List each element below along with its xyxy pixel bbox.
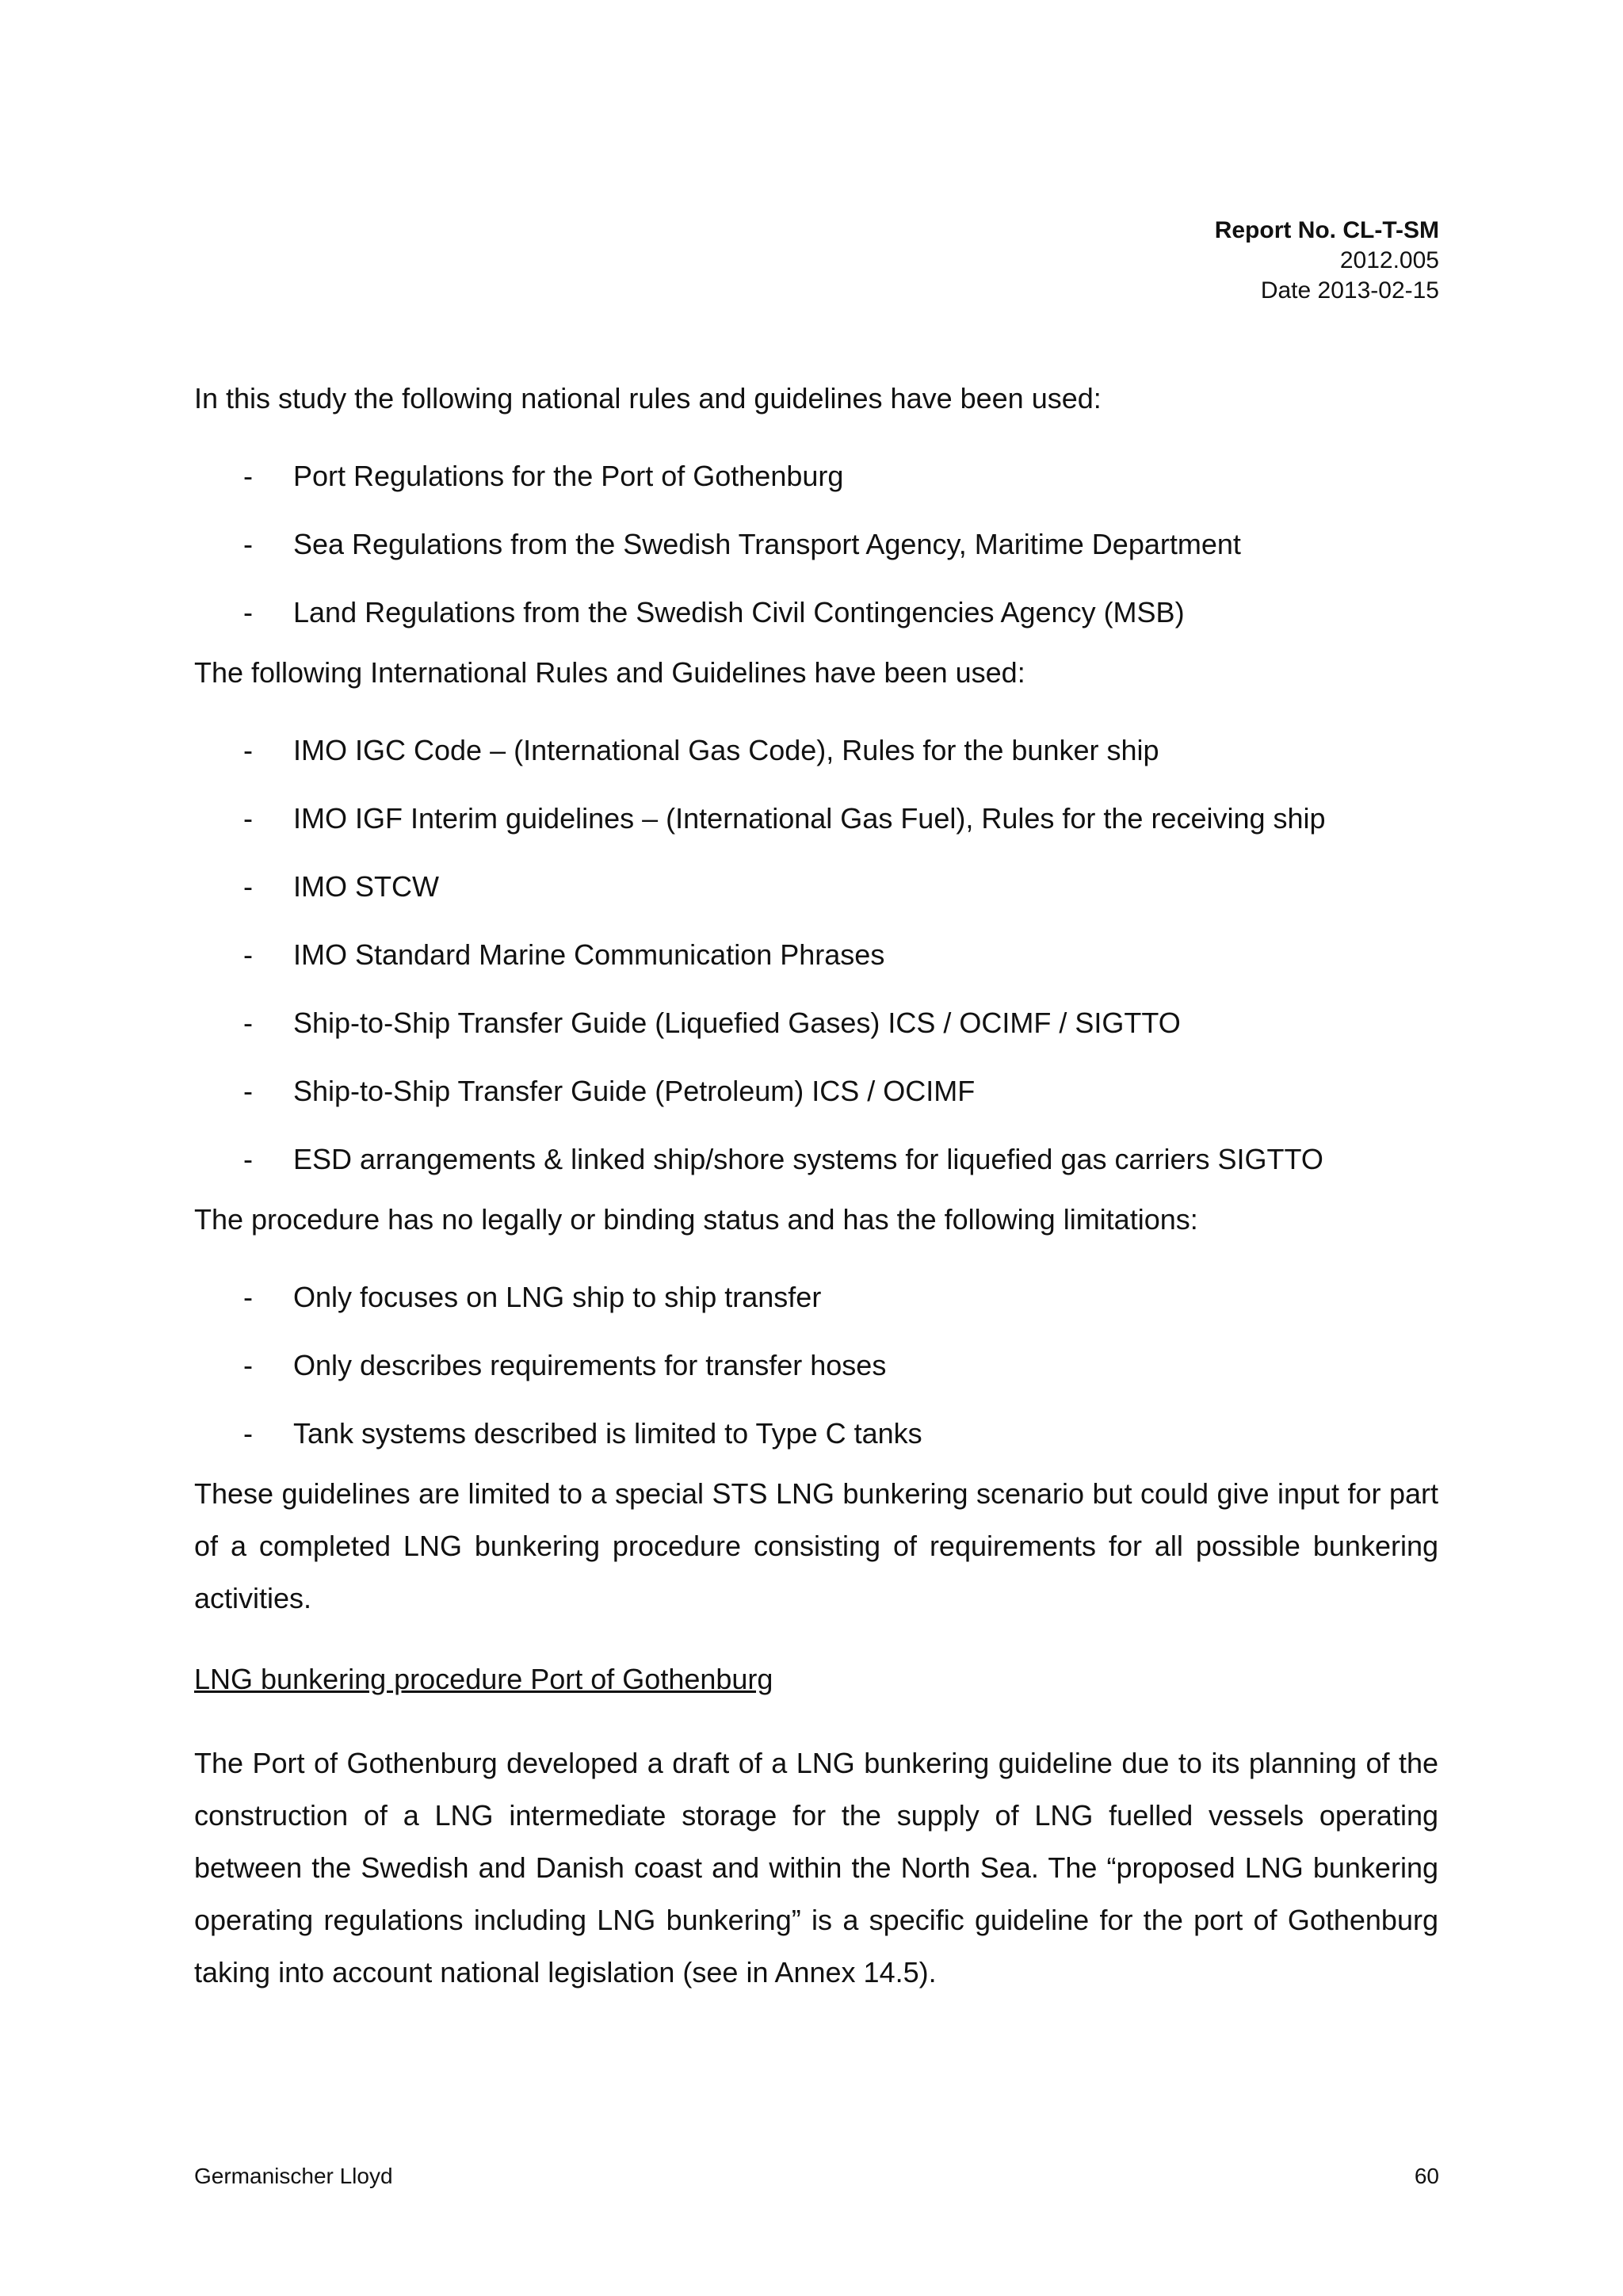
list-item-text: Tank systems described is limited to Type C tanks: [293, 1417, 922, 1450]
list-dash: -: [243, 1349, 253, 1381]
national-rules-list: [194, 442, 1438, 647]
footer-company: Germanischer Lloyd: [194, 2164, 393, 2188]
list-dash: -: [243, 1007, 253, 1039]
list-dash: -: [243, 528, 253, 560]
list-item-text: Only focuses on LNG ship to ship transfer: [293, 1281, 822, 1313]
list-item: [194, 716, 1438, 785]
list-item: [194, 1125, 1438, 1194]
list-item-text: IMO STCW: [293, 870, 439, 903]
list-dash: -: [243, 1281, 253, 1313]
list-dash: -: [243, 870, 253, 903]
list-item-text: IMO IGC Code – (International Gas Code), Rules for the bunker ship: [293, 734, 1159, 766]
list-dash: -: [243, 460, 253, 492]
limitations-list: [194, 1263, 1438, 1468]
list-item: [194, 579, 1438, 647]
list-item-text: Ship-to-Ship Transfer Guide (Petroleum) ICS / OCIMF: [293, 1075, 976, 1107]
list-item: [194, 853, 1438, 921]
gothenburg-paragraph: The Port of Gothenburg developed a draft of a LNG bunkering guideline due to its planning of the construction of a LNG intermediate storage for the supply of LNG fuelled vessels operating between the Swedish and Danish coast and within the North Sea. The “proposed LNG bunkering operating regulations including LNG bunkering” is a specific guideline for the port of Gothenburg taking into account national legislation (see in Annex 14.5).: [194, 1747, 1438, 1988]
guidelines-paragraph: These guidelines are limited to a special STS LNG bunkering scenario but could give input for part of a completed LNG bunkering procedure consisting of requirements for all possible bunkering activities.: [194, 1477, 1438, 1614]
document-body: [194, 372, 1438, 1999]
list-item: [194, 1263, 1438, 1331]
list-item: [194, 442, 1438, 510]
list-item-text: ESD arrangements & linked ship/shore systems for liquefied gas carriers SIGTTO: [293, 1143, 1323, 1175]
list-dash: -: [243, 802, 253, 835]
list-item: [194, 921, 1438, 989]
list-item-text: Ship-to-Ship Transfer Guide (Liquefied Gases) ICS / OCIMF / SIGTTO: [293, 1007, 1181, 1039]
list-dash: -: [243, 1143, 253, 1175]
intro-national-rules: In this study the following national rules and guidelines have been used:: [194, 382, 1102, 415]
list-item: [194, 510, 1438, 579]
list-dash: -: [243, 1075, 253, 1107]
list-item: [194, 1057, 1438, 1125]
international-rules-list: [194, 716, 1438, 1194]
page-footer: [194, 2164, 1439, 2189]
intro-limitations: The procedure has no legally or binding status and has the following limitations:: [194, 1203, 1198, 1236]
list-item: [194, 989, 1438, 1057]
report-header: [1215, 216, 1439, 306]
list-item-text: IMO IGF Interim guidelines – (International Gas Fuel), Rules for the receiving ship: [293, 802, 1326, 835]
list-item: [194, 785, 1438, 853]
list-item: [194, 1331, 1438, 1400]
list-item: [194, 1400, 1438, 1468]
list-item-text: Only describes requirements for transfer hoses: [293, 1349, 887, 1381]
list-item-text: Land Regulations from the Swedish Civil Contingencies Agency (MSB): [293, 596, 1185, 628]
section-heading: LNG bunkering procedure Port of Gothenburg: [194, 1663, 773, 1695]
report-number-value: 2012.005: [1339, 247, 1439, 273]
list-dash: -: [243, 938, 253, 971]
list-item-text: Sea Regulations from the Swedish Transport Agency, Maritime Department: [293, 528, 1241, 560]
list-dash: -: [243, 596, 253, 628]
list-item-text: Port Regulations for the Port of Gothenburg: [293, 460, 844, 492]
list-dash: -: [243, 734, 253, 766]
report-date: Date 2013-02-15: [1260, 277, 1439, 304]
list-item-text: IMO Standard Marine Communication Phrases: [293, 938, 885, 971]
list-dash: -: [243, 1417, 253, 1450]
intro-international-rules: The following International Rules and Guidelines have been used:: [194, 656, 1025, 689]
page-number: 60: [1414, 2164, 1439, 2188]
report-number-label: Report No. CL-T-SM: [1214, 217, 1439, 243]
